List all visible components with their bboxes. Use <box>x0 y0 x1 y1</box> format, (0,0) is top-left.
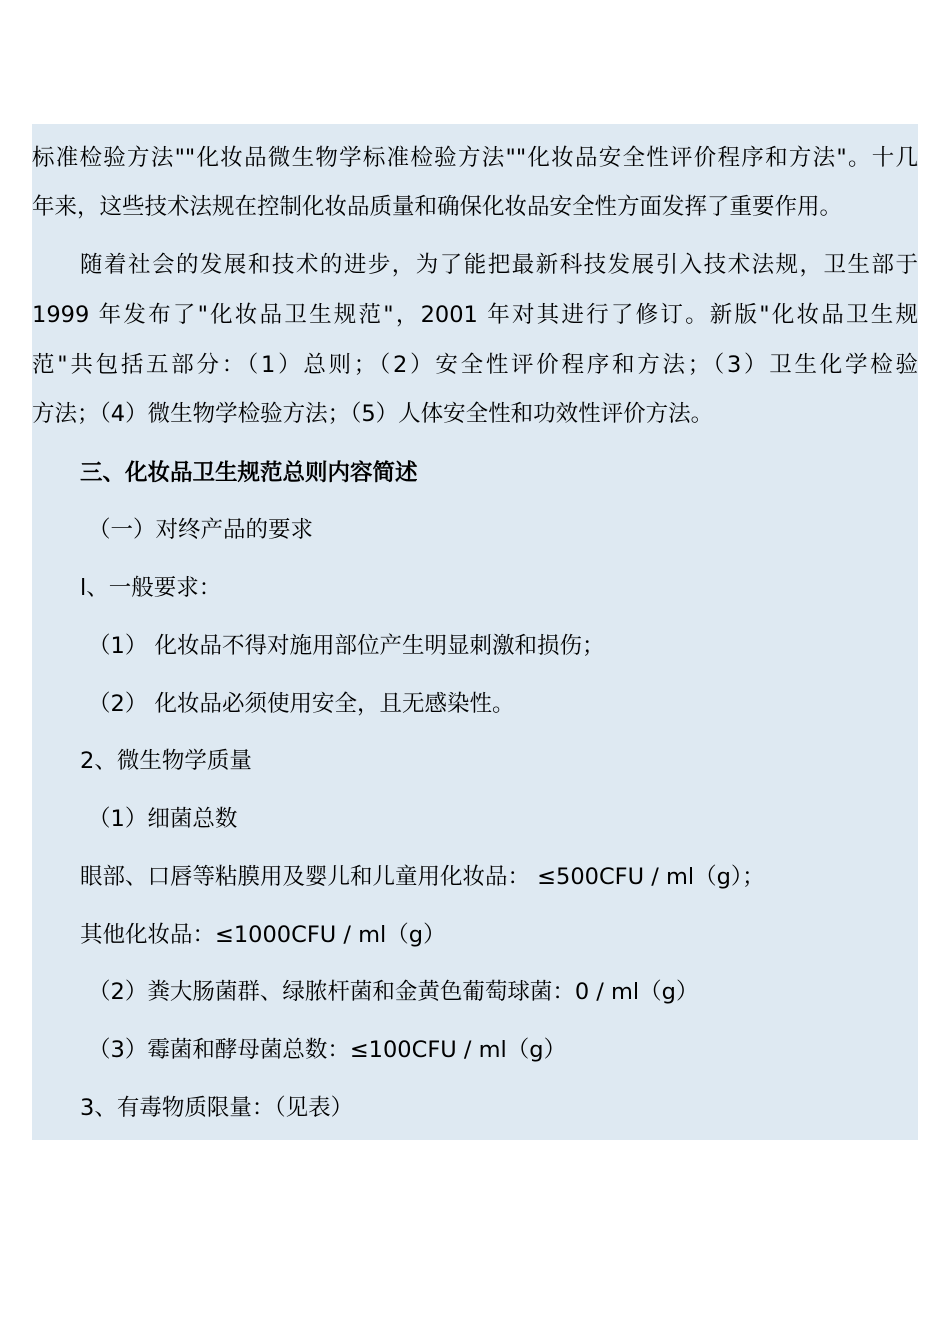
paragraph-2-line-3: 范"共包括五部分：（1）总则；（2）安全性评价程序和方法；（3）卫生化学检验 <box>32 352 918 378</box>
item-2-point-3: （3）霉菌和酵母菌总数：≤100CFU / ml（g） <box>88 1037 567 1063</box>
paragraph-2-line-2: 1999 年发布了"化妆品卫生规范"，2001 年对其进行了修订。新版"化妆品卫生规 <box>32 302 918 328</box>
item-2-point-1: （1）细菌总数 <box>88 806 238 832</box>
item-1-point-1: （1） 化妆品不得对施用部位产生明显刺激和损伤； <box>88 633 605 659</box>
paragraph-1-line-2: 年来，这些技术法规在控制化妆品质量和确保化妆品安全性方面发挥了重要作用。 <box>32 194 843 220</box>
item-2-detail-1: 眼部、口唇等粘膜用及婴儿和儿童用化妆品： ≤500CFU / ml（g）； <box>80 864 765 890</box>
item-2-detail-2: 其他化妆品：≤1000CFU / ml（g） <box>80 922 446 948</box>
item-3-title: 3、有毒物质限量：（见表） <box>80 1095 354 1121</box>
item-1-title: l、一般要求： <box>80 575 222 601</box>
paragraph-2-line-1: 随着社会的发展和技术的进步，为了能把最新科技发展引入技术法规，卫生部于 <box>80 252 918 278</box>
subsection-title: （一）对终产品的要求 <box>88 517 314 543</box>
item-2-title: 2、微生物学质量 <box>80 748 252 774</box>
highlighted-content-block <box>32 124 918 1140</box>
paragraph-2-line-4: 方法；（4）微生物学检验方法；（5）人体安全性和功效性评价方法。 <box>32 401 714 427</box>
section-heading: 三、化妆品卫生规范总则内容简述 <box>80 460 418 486</box>
item-2-point-2: （2）粪大肠菌群、绿脓杆菌和金黄色葡萄球菌：0 / ml（g） <box>88 979 699 1005</box>
item-1-point-2: （2） 化妆品必须使用安全，且无感染性。 <box>88 691 515 717</box>
paragraph-1-line-1: 标准检验方法""化妆品微生物学标准检验方法""化妆品安全性评价程序和方法"。十几 <box>32 145 918 171</box>
